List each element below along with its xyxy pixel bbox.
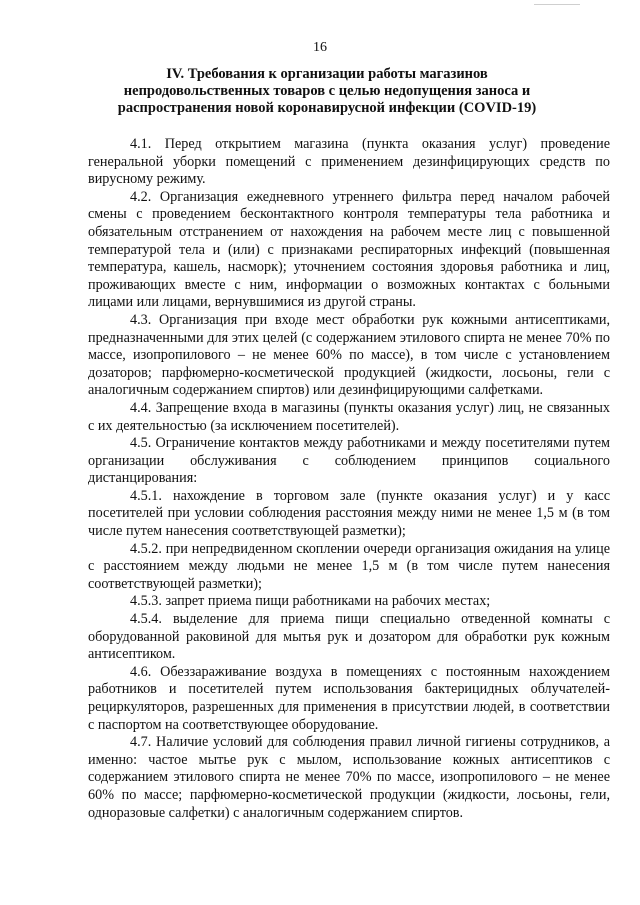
paragraph-4-2: 4.2. Организация ежедневного утреннего фильтра перед началом рабочей смены с проведением бесконтактного контроля температуры тела работника и обязательным отстранением от нахождения на рабочем месте лиц с повышенной температурой тела и (или) с признаками респираторных инфекций (повышенная температура, кашель, насморк); уточнением состояния здоровья работника и лиц, проживающих вместе с ним, информации о возможных контактах с больными лицами или лицами, вернувшимися из другой страны. <box>88 188 610 311</box>
document-body <box>88 136 610 822</box>
paragraph-4-5-4: 4.5.4. выделение для приема пищи специально отведенной комнаты с оборудованной раковиной для мытья рук и дозатором для обработки рук кожным антисептиком. <box>88 611 610 663</box>
paragraph-4-6: 4.6. Обеззараживание воздуха в помещениях с постоянным нахождением работников и посетителей путем использования бактерицидных облучателей-рециркуляторов, разрешенных для применения в присутствии людей, в соответствии с паспортом на соответствующее оборудование. <box>88 663 610 733</box>
paragraph-4-4: 4.4. Запрещение входа в магазины (пункты оказания услуг) лиц, не связанных с их деятельностью (за исключением посетителей). <box>88 399 610 434</box>
paragraph-4-5-1: 4.5.1. нахождение в торговом зале (пункте оказания услуг) и у касс посетителей при условии соблюдения расстояния между ними не менее 1,5 м (в том числе путем нанесения соответствующей разметки); <box>88 487 610 540</box>
scan-corner-mark <box>534 0 580 5</box>
paragraph-4-5-2: 4.5.2. при непредвиденном скоплении очереди организация ожидания на улице с расстоянием между людьми не менее 1,5 м (в том числе путем нанесения соответствующей разметки); <box>88 540 610 592</box>
paragraph-4-1: 4.1. Перед открытием магазина (пункта оказания услуг) проведение генеральной уборки помещений с применением дезинфицирующих средств по вирусному режиму. <box>88 136 610 188</box>
section-title: IV. Требования к организации работы магазинов непродовольственных товаров с целью недопущения заноса и распространения новой коронавирусной инфекции (COVID-19) <box>117 66 537 116</box>
paragraph-4-5-3: 4.5.3. запрет приема пищи работниками на рабочих местах; <box>130 593 491 610</box>
paragraph-4-3: 4.3. Организация при входе мест обработки рук кожными антисептиками, предназначенными для этих целей (с содержанием этилового спирта не менее 70% по массе, изопропилового – не менее 60% по массе), в том числе с установлением дозаторов; парфюмерно-косметической продукцией (жидкости, лосьоны, гели с аналогичным содержанием спиртов) или дезинфицирующими салфетками. <box>88 311 610 399</box>
paragraph-4-5: 4.5. Ограничение контактов между работниками и между посетителями путем организации обслуживания с соблюдением принципов социального дистанцирования: <box>88 435 610 487</box>
paragraph-4-7: 4.7. Наличие условий для соблюдения правил личной гигиены сотрудников, а именно: частое мытье рук с мылом, использование кожных антисептиков с содержанием этилового спирта не менее 70% по массе, изопропилового – не менее 60% по массе; парфюмерно-косметической продукции (жидкости, лосьоны, гели, одноразовые салфетки) с аналогичным содержанием спиртов. <box>88 734 610 821</box>
page-number: 16 <box>313 40 327 55</box>
